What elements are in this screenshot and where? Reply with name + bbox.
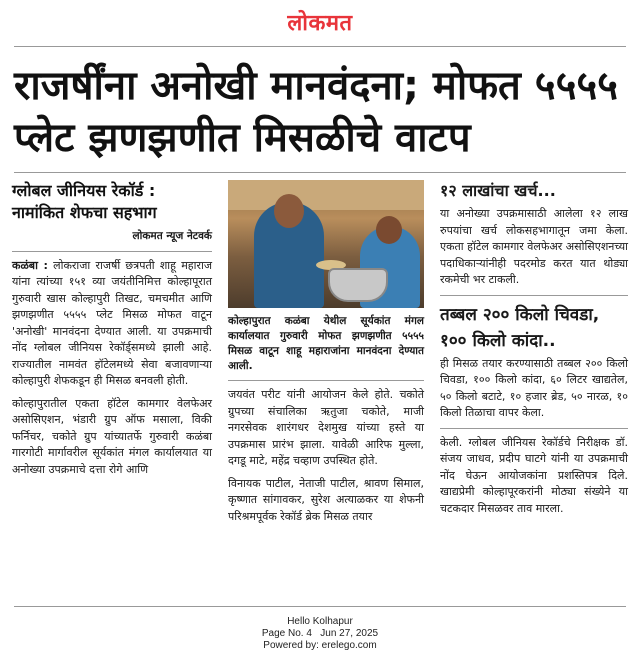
paragraph-3: जयवंत परीट यांनी आयोजन केले होते. चकोते ग्रुपच्या संचालिका ऋतुजा चकोते, माजी नगरसेवक शारंगधर देशमुख यांच्या हस्ते या उपक्रमास प्रारंभ झाला. यावेळी आरिफ मुल्ला, दगडू माटे, महेंद्र चव्हाण उपस्थित होते.	[228, 388, 424, 467]
sidebar-heading-ingredients: तब्बल २०० किलो चिवडा, १०० किलो कांदा..	[440, 304, 600, 351]
sidebar-divider-2	[440, 428, 628, 429]
sidebar-text-ingredients: ही मिसळ तयार करण्यासाठी तब्बल २०० किलो चिवडा, १०० किलो कांदा, ६० लिटर खाद्यतेल, ५० किलो बटाटे, १० हजार ब्रेड, ५० नारळ, १० किलो तिळाचा वापर केला.	[440, 356, 628, 419]
footer-divider	[14, 606, 626, 607]
headline-divider	[14, 172, 626, 173]
paragraph-1	[12, 258, 212, 390]
page-number: Page No. 4	[261, 628, 312, 639]
sidebar-divider-1	[440, 295, 628, 296]
photo-caption: कोल्हापुरात कळंबा येथील सूर्यकांत मंगल कार्यालयात गुरुवारी मोफत झणझणीत ५५५५ मिसळ वाटून शाहू महाराजांना मानवंदना देण्यात आली.	[228, 315, 424, 372]
column-1	[12, 180, 212, 484]
dateline: कळंबा :	[12, 258, 48, 272]
masthead	[0, 0, 640, 44]
photo-background	[228, 180, 424, 210]
article-headline: राजर्षींना अनोखी मानवंदना; मोफत ५५५५ प्लेट झणझणीत मिसळीचे वाटप	[14, 63, 618, 161]
page-info	[0, 628, 640, 640]
column-2	[228, 180, 424, 531]
paragraph-2: कोल्हापुरातील एकता हॉटेल कामगार वेलफेअर असोसिएशन, भंडारी ग्रुप ऑफ मसाला, विकी फर्निचर, चकोते ग्रुप यांच्यातर्फे गुरुवारी कळंबा गारगोटी मार्गावरील सूर्यकांत मंगल कार्यालयात या अनोख्या उपक्रमाचे दत्ता रोगे आणि	[12, 396, 212, 476]
column-3	[440, 180, 628, 523]
paragraph-5: केली. ग्लोबल जीनियस रेकॉर्डचे निरीक्षक डॉ. संजय जाधव, प्रदीप घाटगे यांनी या उपक्रमाची नोंद घेऊन आयोजकांना प्रशस्तिपत्र दिले. खाद्यप्रेमी कोल्हापूरकरांनी मोठ्या संख्येने या चटकदार मिसळवर ताव मारला.	[440, 435, 628, 515]
publish-date: Jun 27, 2025	[320, 628, 379, 639]
photo-person-right-head	[376, 216, 402, 244]
byline: लोकमत न्यूज नेटवर्क	[132, 230, 212, 242]
edition-name: Hello Kolhapur	[287, 616, 353, 627]
sidebar-text-expense: या अनोख्या उपक्रमासाठी आलेला १२ लाख रुपयांचा खर्च लोकसहभागातून जमा केला. एकता हॉटेल कामगार वेलफेअर असोसिएशनच्या पदाधिकाऱ्यांनीही पदरमोड करत यात थोड्या रकमेची भर टाकली.	[440, 207, 628, 286]
byline-divider	[12, 251, 212, 252]
photo-cooking-pot	[328, 268, 388, 302]
photo-person-left-head	[274, 194, 304, 228]
lokmat-logo[interactable]: लोकमत	[287, 10, 353, 36]
paragraph-4: विनायक पाटील, नेताजी पाटील, श्रावण सिमाल, कृष्णात सांगावकर, सुरेश अत्याळकर या शेफनी परिश्रमपूर्वक रेकॉर्ड ब्रेक मिसळ तयार	[228, 476, 424, 523]
article-subheading: ग्लोबल जीनियस रेकॉर्ड : नामांकित शेफचा सहभाग	[12, 181, 157, 222]
paragraph-1-text: लोकराजा राजर्षी छत्रपती शाहू महाराज यांना त्यांच्या १५१ व्या जयंतीनिमित्त कोल्हापूरात गुरुवारी खास कोल्हापुरी तिखट, चमचमीत आणि झणझणीत ५५५५ प्लेट मिसळ मोफत वाटून 'अनोखी' मानवंदना देण्यात आली. या उपक्रमाची नोंद ग्लोबल जीनियस रेकॉर्ड्समध्ये झाली आहे. राज्यातील नामवंत हॉटेलमध्ये सेवा बजावणाऱ्या कोल्हापुरी शेफकडून ही मिसळ बनवली होती.	[12, 258, 212, 387]
powered-by[interactable]: Powered by: erelego.com	[263, 640, 377, 651]
article-photo	[228, 180, 424, 308]
sidebar-heading-expense: १२ लाखांचा खर्च...	[440, 181, 556, 200]
masthead-divider	[14, 46, 626, 47]
caption-divider	[228, 380, 424, 381]
page-footer	[0, 616, 640, 652]
